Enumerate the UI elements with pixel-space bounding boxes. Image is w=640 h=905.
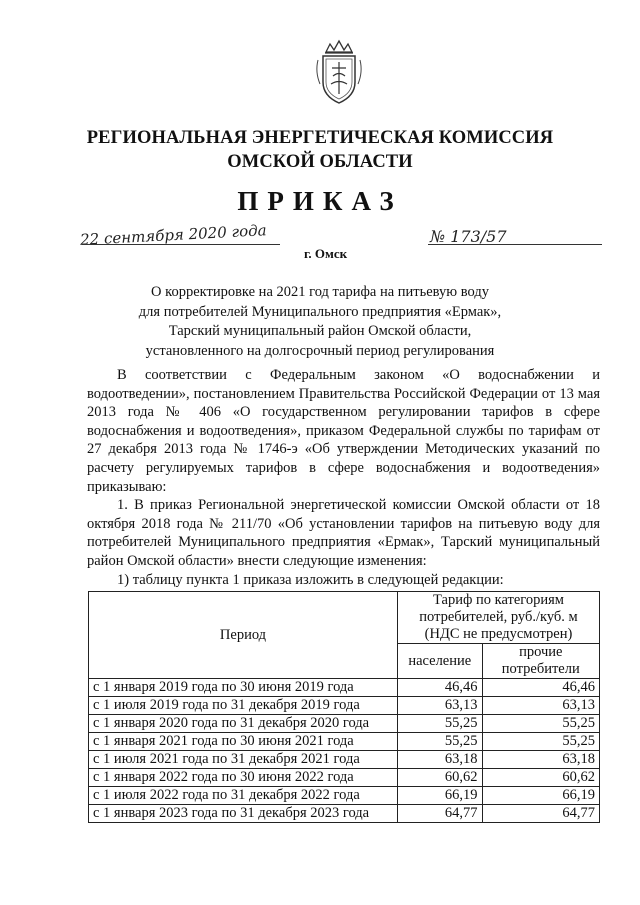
table-row: [89, 751, 600, 769]
population-column-header: население: [398, 644, 483, 679]
table-row: [89, 679, 600, 697]
period-cell: с 1 января 2022 года по 30 июня 2022 года: [89, 769, 398, 787]
other-tariff-cell: 55,25: [482, 733, 599, 751]
population-tariff-cell: 55,25: [398, 715, 483, 733]
period-cell: с 1 января 2021 года по 30 июня 2021 года: [89, 733, 398, 751]
table-row: [89, 787, 600, 805]
period-cell: с 1 января 2023 года по 31 декабря 2023 года: [89, 805, 398, 823]
table-row: [89, 715, 600, 733]
organization-name-line2: ОМСКОЙ ОБЛАСТИ: [227, 152, 413, 172]
date-underline: [82, 244, 280, 245]
omsk-region-emblem: [313, 38, 365, 106]
order-body: [87, 366, 600, 589]
other-tariff-cell: 63,13: [482, 697, 599, 715]
period-cell: с 1 января 2020 года по 31 декабря 2020 года: [89, 715, 398, 733]
population-tariff-cell: 63,13: [398, 697, 483, 715]
population-tariff-cell: 63,18: [398, 751, 483, 769]
table-row: [89, 805, 600, 823]
table-row: [89, 733, 600, 751]
handwritten-date: 22 сентября 2020 года: [79, 221, 267, 249]
other-tariff-cell: 66,19: [482, 787, 599, 805]
subject-line: установленного на долгосрочный период регулирования: [145, 342, 495, 359]
item-1-paragraph: 1. В приказ Региональной энергетической комиссии Омской области от 18 октября 2018 года № 211/70 «Об установлении тарифов на питьевую воду для потребителей Муниципального предприятия «Ермак», Тарский муниципальный район Омской области» внести следующие изменения:: [87, 497, 600, 569]
document-title: ПРИКАЗ: [237, 186, 403, 216]
number-underline: [428, 244, 602, 245]
other-tariff-cell: 46,46: [482, 679, 599, 697]
other-tariff-cell: 64,77: [482, 805, 599, 823]
preamble-paragraph: В соответствии с Федеральным законом «О водоснабжении и водоотведении», постановлением Правительства Российской Федерации от 13 мая 2013 года № 406 «О государственном регулировании тарифов в сфере водоснабжения и водоотведения», приказом Федеральной службы по тарифам от 27 декабря 2013 года № 1746-э «Об утверждении Методических указаний по расчету регулируемых тарифов в сфере водоснабжения и водоотведения» приказываю:: [87, 367, 600, 495]
population-tariff-cell: 66,19: [398, 787, 483, 805]
other-tariff-cell: 60,62: [482, 769, 599, 787]
population-tariff-cell: 60,62: [398, 769, 483, 787]
item-1-1-paragraph: 1) таблицу пункта 1 приказа изложить в следующей редакции:: [117, 571, 504, 588]
organization-name-line1: РЕГИОНАЛЬНАЯ ЭНЕРГЕТИЧЕСКАЯ КОМИССИЯ: [86, 128, 554, 148]
tariff-column-header: Тариф по категориям потребителей, руб./куб. м (НДС не предусмотрен): [398, 592, 600, 644]
city-label: г. Омск: [304, 246, 348, 261]
table-row: [89, 769, 600, 787]
population-tariff-cell: 64,77: [398, 805, 483, 823]
population-tariff-cell: 46,46: [398, 679, 483, 697]
other-tariff-cell: 55,25: [482, 715, 599, 733]
period-column-header: Период: [89, 592, 398, 679]
subject-line: Тарский муниципальный район Омской области,: [168, 323, 472, 339]
handwritten-order-number: № 173/57: [430, 227, 507, 246]
population-tariff-cell: 55,25: [398, 733, 483, 751]
tariff-table: [88, 591, 600, 823]
subject-line: для потребителей Муниципального предприятия «Ермак»,: [138, 303, 502, 320]
period-cell: с 1 июля 2019 года по 31 декабря 2019 года: [89, 697, 398, 715]
other-tariff-cell: 63,18: [482, 751, 599, 769]
table-row: [89, 697, 600, 715]
subject-line: О корректировке на 2021 год тарифа на питьевую воду: [151, 284, 489, 300]
period-cell: с 1 июля 2022 года по 31 декабря 2022 года: [89, 787, 398, 805]
period-cell: с 1 января 2019 года по 30 июня 2019 года: [89, 679, 398, 697]
order-subject: [100, 283, 540, 361]
other-consumers-column-header: прочие потребители: [482, 644, 599, 679]
period-cell: с 1 июля 2021 года по 31 декабря 2021 года: [89, 751, 398, 769]
